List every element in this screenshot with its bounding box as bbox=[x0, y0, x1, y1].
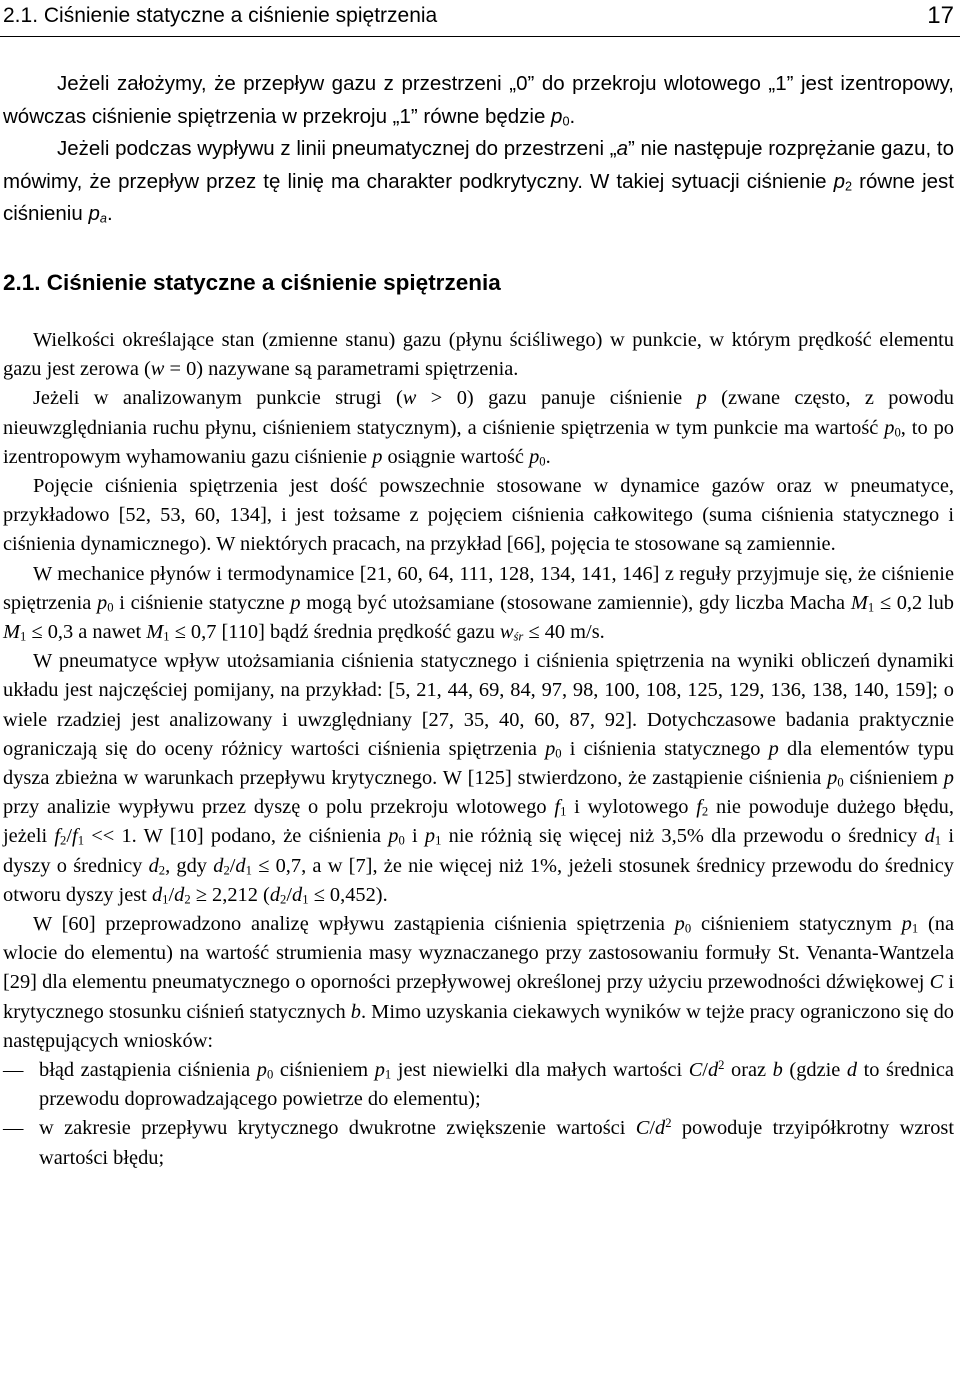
body-paragraph: Pojęcie ciśnienia spiętrzenia jest dość powszechnie stosowane w dynamice gazów oraz w pneumatyce, przykładowo [52, 53, 60, 134], i jest tożsame z pojęciem ciśnienia całkowitego (suma ciśnienia statycznego i ciśnienia dynamicznego). W niektórych pracach, na przykład [66], pojęcia te stosowane są zamiennie. bbox=[3, 475, 954, 556]
intro-paragraph: Jeżeli podczas wypływu z linii pneumatycznej do przestrzeni „a” nie następuje rozprężanie gazu, to mówimy, że przepływ przez tę linię ma charakter podkrytyczny. W takiej sytuacji ciśnienie $p_2$ równe jest ciśnieniu $p_a$. bbox=[3, 137, 954, 226]
bullet-dash: — bbox=[3, 1059, 24, 1082]
running-header-title: 2.1. Ciśnienie statyczne a ciśnienie spiętrzenia bbox=[3, 4, 438, 27]
body-paragraph: W pneumatyce wpływ utożsamiania ciśnienia statycznego i ciśnienia spiętrzenia na wyniki obliczeń dynamiki układu jest najczęściej pomijany, na przykład: [5, 21, 44, 69, 84, 97, 98, 100, 108, 125, 129, 136, 138, 140, 159]; o wiele rzadziej jest analizowany i uwzględniany [27, 35, 40, 60, 87, 92]. Dotychczasowe badania praktycznie ograniczają się do oceny różnicy wartości ciśnienia spiętrzenia $p_0$ i ciśnienia statycznego p dla elementów typu dysza zbieżna w warunkach przepływu krytycznego. W [125] stwierdzono, że zastąpienie ciśnienia $p_0$ ciśnieniem p przy analizie wypływu przez dyszę o polu przekroju wlotowego $f_1$ i wylotowego $f_2$ nie powoduje dużego błędu, jeżeli $f_2/f_1 << 1$. W [10] podano, że ciśnienia $p_0$ i $p_1$ nie różnią się więcej niż 3,5% dla przewodu o średnicy $d_1$ i dyszy o średnicy $d_2$, gdy $d_2/d_1 \le 0,7$, a w [7], że nie więcej niż 1%, jeżeli stosunek średnicy przewodu do średnicy otworu dyszy jest $d_1/d_2 \ge 2,212$ $(d_2/d_1 \le 0,452)$. bbox=[3, 650, 954, 907]
bullet-item: — błąd zastąpienia ciśnienia $p_0$ ciśnieniem $p_1$ jest niewielki dla małych wartości $C/d^2$ oraz b (gdzie d to średnica przewodu doprowadzającego powietrze do elementu); bbox=[3, 1056, 954, 1114]
body-paragraph: W [60] przeprowadzono analizę wpływu zastąpienia ciśnienia spiętrzenia $p_0$ ciśnieniem statycznym $p_1$ (na wlocie do elementu) na wartość strumienia masy wyznaczanego przy zastosowaniu formuły St. Venanta-Wantzela [29] dla elementu pneumatycznego o oporności przepływowej określonej przy użyciu przewodności dźwiękowej C i krytycznego stosunku ciśnień statycznych b. Mimo uzyskania ciekawych wyników w tejże pracy ograniczono się do następujących wniosków: bbox=[3, 913, 955, 1052]
body-paragraph: Wielkości określające stan (zmienne stanu) gazu (płynu ściśliwego) w punkcie, w którym prędkość elementu gazu jest zerowa (w = 0) nazywane są parametrami spiętrzenia. bbox=[3, 329, 954, 381]
intro-text bbox=[3, 68, 954, 231]
page-number: 17 bbox=[927, 2, 954, 29]
bullet-dash: — bbox=[3, 1117, 24, 1140]
body-paragraph: W mechanice płynów i termodynamice [21, 60, 64, 111, 128, 134, 141, 146] z reguły przyjmuje się, że ciśnienie spiętrzenia $p_0$ i ciśnienie statyczne p mogą być utożsamiane (stosowane zamiennie), gdy liczba Macha $M_1 \le 0,2$ lub $M_1 \le 0,3$ a nawet $M_1 \le 0,7$ [110] bądź średnia prędkość gazu $w_{śr} \le 40$ m/s. bbox=[3, 562, 954, 644]
intro-paragraph: Jeżeli założymy, że przepływ gazu z przestrzeni „0” do przekroju wlotowego „1” jest izentropowy, wówczas ciśnienie spiętrzenia w przekroju „1” równe będzie $p_0$. bbox=[3, 72, 954, 129]
running-header bbox=[0, 0, 960, 37]
section-heading: 2.1. Ciśnienie statyczne a ciśnienie spiętrzenia bbox=[3, 270, 501, 295]
body-paragraph: Jeżeli w analizowanym punkcie strugi (w > 0) gazu panuje ciśnienie p (zwane często, z powodu nieuwzględniania ruchu płynu, ciśnieniem statycznym), a ciśnienie spiętrzenia w tym punkcie ma wartość $p_0$, to po izentropowym wyhamowaniu gazu ciśnienie p osiągnie wartość $p_0$. bbox=[3, 387, 954, 469]
bullet-item: — w zakresie przepływu krytycznego dwukrotne zwiększenie wartości $C/d^2$ powoduje trzyipółkrotny wzrost wartości błędu; bbox=[3, 1114, 954, 1172]
body-text bbox=[3, 326, 954, 1173]
